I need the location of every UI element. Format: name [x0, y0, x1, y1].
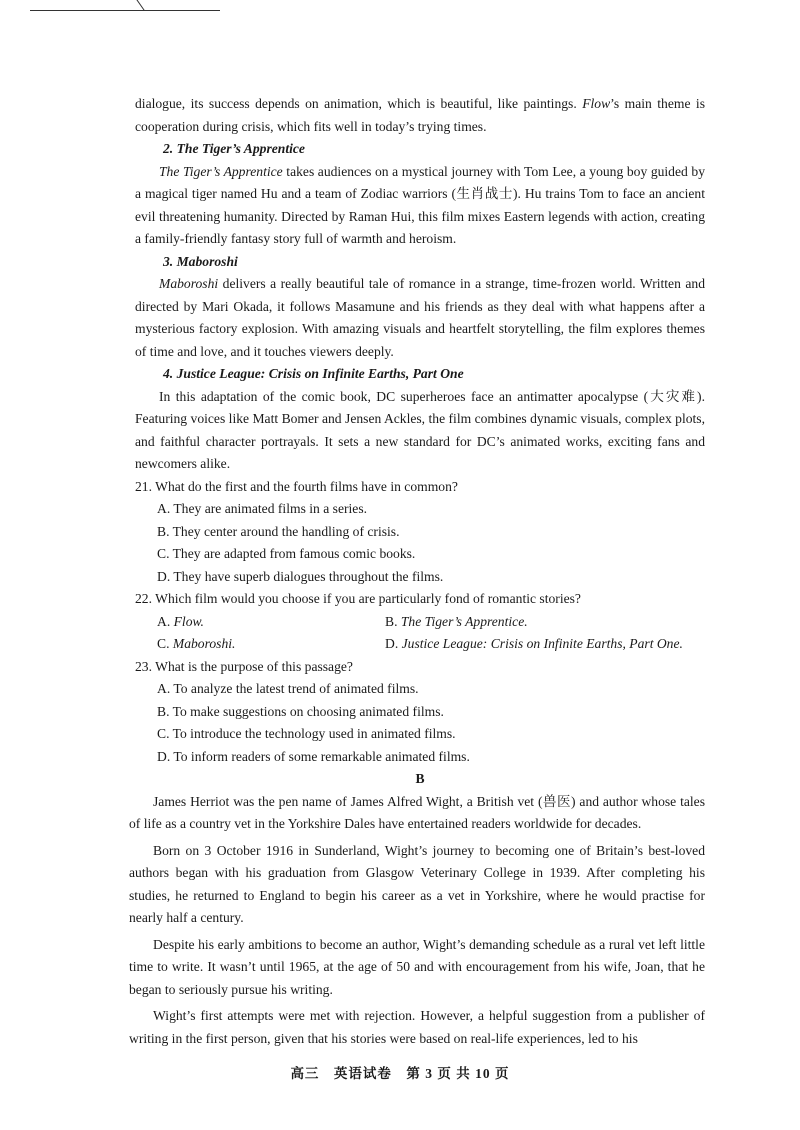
film-2-description: The Tiger’s Apprentice takes audiences on a mystical journey with Tom Lee, a young boy guided by a magical tiger named Hu and a team of Zodiac warriors (生肖战士). Hu trains Tom to face an ancient evil threatening humanity. Directed by Raman Hui, this film mixes Eastern legends with action, creating a family-friendly fantasy story full of warmth and heroism. — [135, 163, 705, 246]
page-footer: 高三 英语试卷 第 3 页 共 10 页 — [290, 1066, 510, 1081]
section-b-label: B — [415, 771, 425, 786]
passage-b-paragraph-1: James Herriot was the pen name of James Alfred Wight, a British vet (兽医) and author whose tales of life as a country vet in the Yorkshire Dales have entertained readers worldwide for decades. — [129, 793, 705, 831]
q21-option-b: B. They center around the handling of crisis. — [157, 523, 400, 539]
film-4-description: In this adaptation of the comic book, DC superheroes face an antimatter apocalypse (大灾难). Featuring voices like Matt Bomer and Jensen Ackles, the film combines dynamic visuals, complex plots, and faithful character portrayals. It sets a new standard for DC’s animated works, exciting fans and newcomers alike. — [135, 388, 705, 471]
film-3-heading: 3. Maboroshi — [163, 253, 238, 269]
q22-options-row-1 — [157, 611, 705, 634]
film-2-heading: 2. The Tiger’s Apprentice — [163, 141, 305, 156]
q22-options-row-2 — [157, 633, 705, 656]
passage-b-paragraph-4: Wight’s first attempts were met with rejection. However, a helpful suggestion from a publisher of writing in the first person, given that his stories were based on real-life experiences, led to his — [129, 1008, 705, 1046]
q22-option-c: C. Maboroshi. — [157, 636, 236, 651]
intro-paragraph-end: dialogue, its success depends on animation, which is beautiful, like paintings. Flow’s main theme is cooperation during crisis, which fits well in today’s trying times. — [135, 96, 705, 134]
film-3-description: Maboroshi delivers a really beautiful tale of romance in a strange, time-frozen world. Written and directed by Mari Okada, it follows Masamune and his friends as they deal with what happens after a mysterious factory explosion. With amazing visuals and heartfelt storytelling, the film explores themes of time and love, and it touches viewers deeply. — [135, 276, 705, 359]
q22-option-d: D. Justice League: Crisis on Infinite Earths, Part One. — [385, 636, 683, 651]
q21-option-a: A. They are animated films in a series. — [157, 501, 368, 516]
page-content — [129, 93, 705, 1050]
passage-b-paragraph-3: Despite his early ambitions to become an author, Wight’s demanding schedule as a rural vet left little time to write. It wasn’t until 1965, at the age of 50 and with encouragement from his wife, Joan, that he began to seriously pursue his writing. — [129, 936, 705, 997]
q21-option-c: C. They are adapted from famous comic books. — [157, 546, 416, 561]
q23-option-d: D. To inform readers of some remarkable animated films. — [157, 748, 470, 764]
top-rule — [30, 10, 220, 11]
q22-option-b: B. The Tiger’s Apprentice. — [385, 613, 528, 629]
q23-option-c: C. To introduce the technology used in animated films. — [157, 726, 456, 741]
q21-option-d: D. They have superb dialogues throughout the films. — [157, 568, 444, 584]
q22-option-a: A. Flow. — [157, 613, 204, 629]
question-23: 23. What is the purpose of this passage? — [135, 658, 353, 674]
q23-option-a: A. To analyze the latest trend of animated films. — [157, 681, 419, 696]
film-4-heading: 4. Justice League: Crisis on Infinite Earths, Part One — [163, 366, 464, 381]
passage-b-paragraph-2: Born on 3 October 1916 in Sunderland, Wight’s journey to becoming one of Britain’s best-loved authors began with his graduation from Glasgow Veterinary College in 1939. After completing his studies, he returned to England to begin his career as a vet in Yorkshire, where he would practise for nearly half a century. — [129, 842, 705, 925]
question-21: 21. What do the first and the fourth films have in common? — [135, 478, 458, 494]
question-22: 22. Which film would you choose if you are particularly fond of romantic stories? — [135, 591, 581, 606]
q23-option-b: B. To make suggestions on choosing animated films. — [157, 703, 444, 719]
